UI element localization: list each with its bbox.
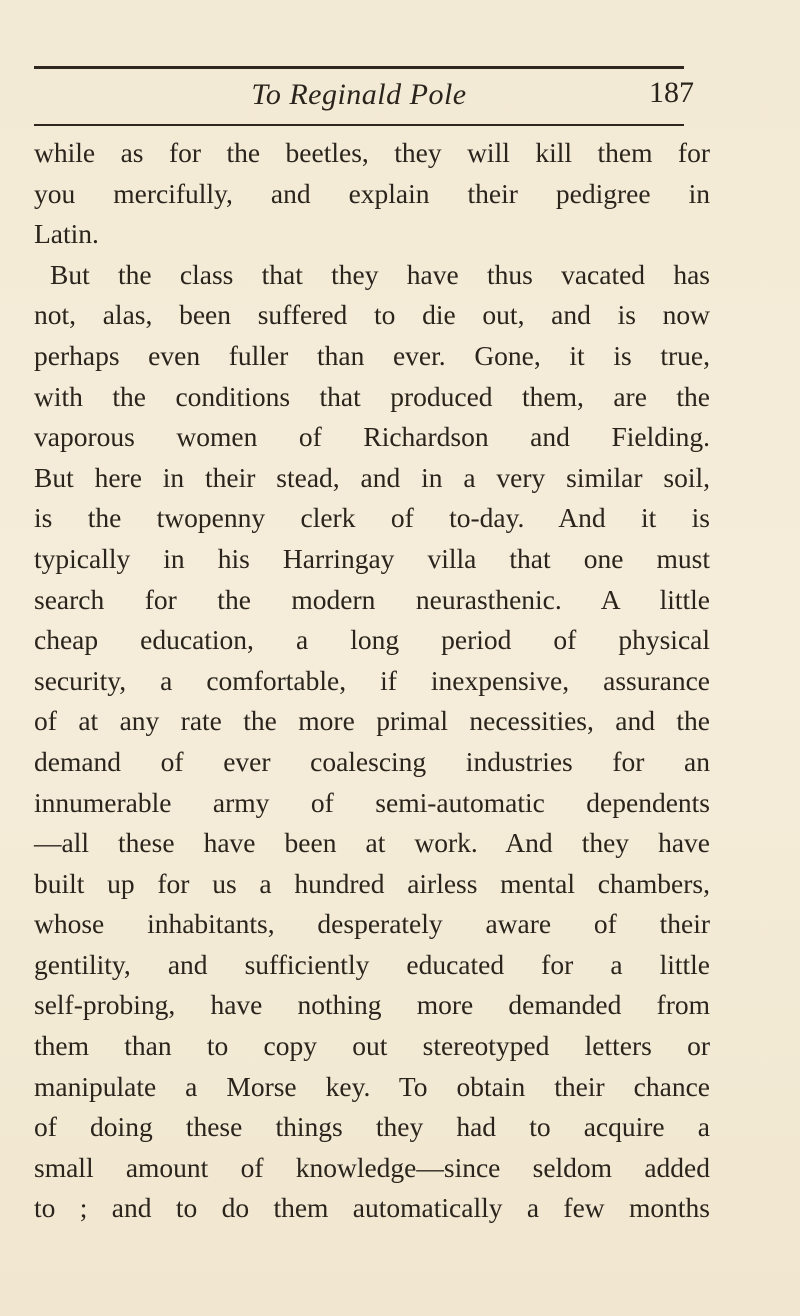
text-line: cheap education, a long period of physical: [34, 624, 710, 656]
text-line: Latin.: [34, 218, 99, 250]
text-line: typically in his Harringay villa that one must: [34, 542, 710, 574]
text-line: built up for us a hundred airless mental chambers,: [34, 867, 710, 899]
text-line: them than to copy out stereotyped letters or: [34, 1030, 710, 1062]
text-line: But here in their stead, and in a very similar soil,: [34, 461, 710, 493]
text-line: —all these have been at work. And they have: [34, 827, 710, 859]
text-line: perhaps even fuller than ever. Gone, it is true,: [34, 339, 710, 371]
text-line: security, a comfortable, if inexpensive, assurance: [34, 664, 710, 696]
text-line: of doing these things they had to acquire a: [34, 1111, 710, 1143]
text-line: innumerable army of semi-automatic dependents: [34, 786, 710, 818]
text-line: gentility, and sufficiently educated for a little: [34, 948, 710, 980]
running-title: To Reginald Pole: [251, 78, 467, 111]
text-line: demand of ever coalescing industries for an: [34, 745, 710, 777]
header-bottom-rule: [34, 124, 684, 126]
text-line: you mercifully, and explain their pedigree in: [34, 177, 710, 209]
body-text: [34, 133, 710, 1229]
text-line: But the class that they have thus vacated has: [50, 258, 710, 290]
running-header: [34, 76, 694, 120]
text-line: of at any rate the more primal necessities, and the: [34, 705, 710, 737]
text-line: vaporous women of Richardson and Fielding.: [34, 421, 710, 453]
text-line: manipulate a Morse key. To obtain their chance: [34, 1070, 710, 1102]
page-number: 187: [649, 76, 694, 109]
text-line: is the twopenny clerk of to-day. And it is: [34, 502, 710, 534]
text-line: not, alas, been suffered to die out, and is now: [34, 299, 710, 331]
text-line: whose inhabitants, desperately aware of their: [34, 908, 710, 940]
text-line: search for the modern neurasthenic. A little: [34, 583, 710, 615]
header-top-rule: [34, 66, 684, 69]
text-line: with the conditions that produced them, are the: [34, 380, 710, 412]
text-line: self-probing, have nothing more demanded from: [34, 989, 710, 1021]
text-line: to ; and to do them automatically a few months: [34, 1192, 710, 1224]
text-line: while as for the beetles, they will kill them for: [34, 137, 710, 168]
text-line: small amount of knowledge—since seldom added: [34, 1151, 710, 1183]
